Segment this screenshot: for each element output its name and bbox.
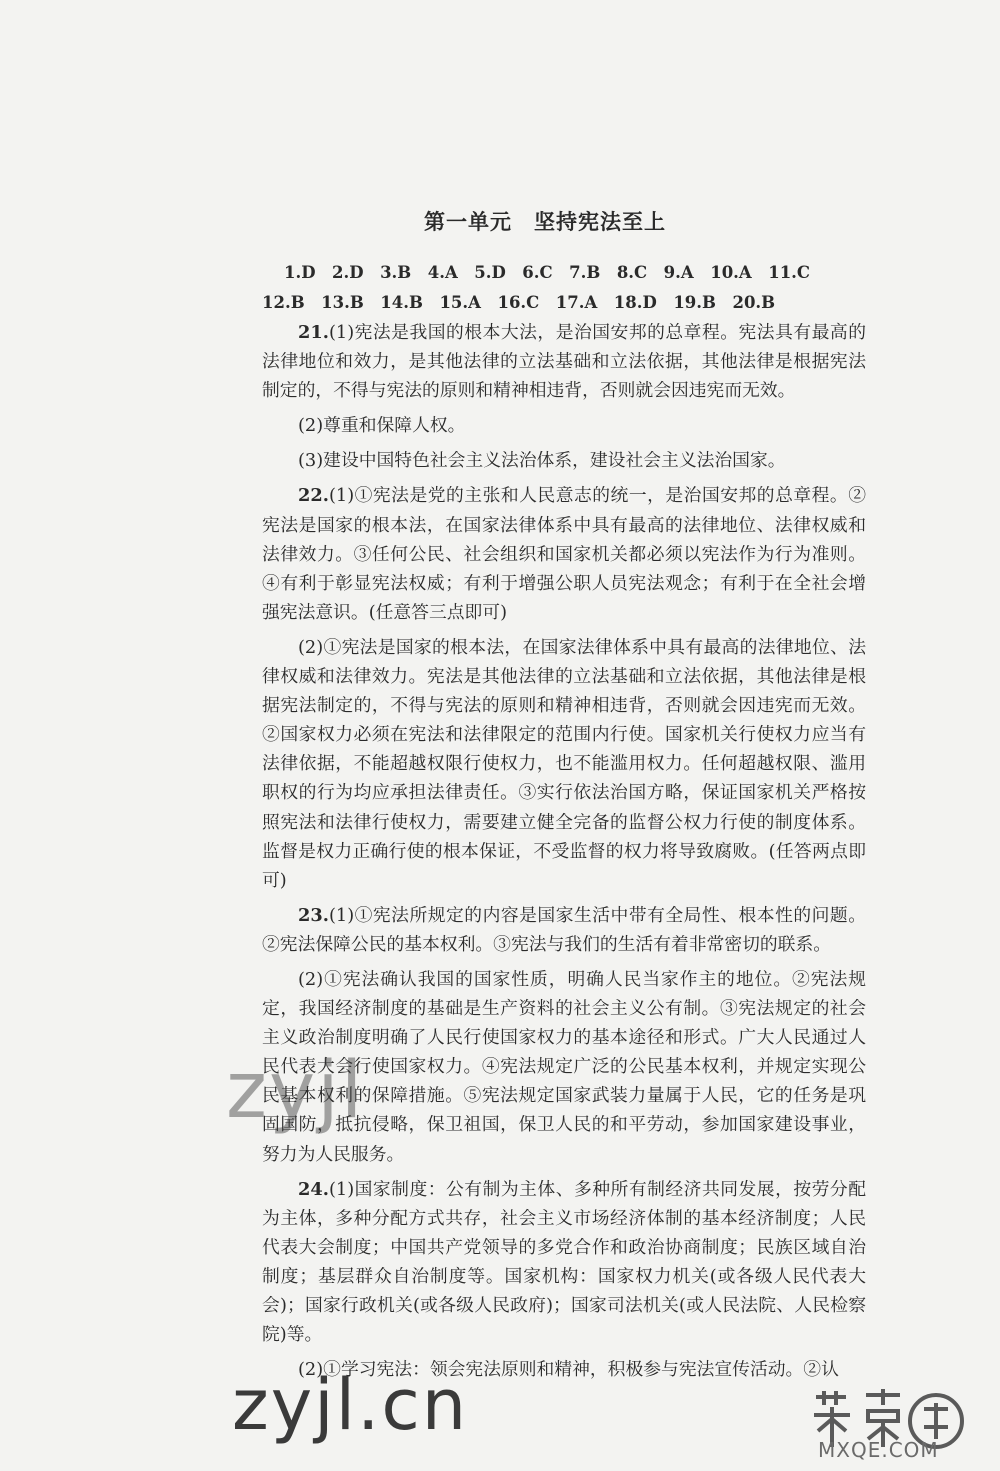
watermark-bottom: zyjl.cn (232, 1364, 469, 1446)
answer-row: 12.B 13.B 14.B 15.A 16.C 17.A 18.D 19.B 20.B (262, 293, 776, 312)
paragraph-text: (2)①宪法确认我国的国家性质，明确人民当家作主的地位。②宪法规定，我国经济制度的基础是生产资料的社会主义公有制。③宪法规定的社会主义政治制度明确了人民行使国家权力的基本途径和形式。广大人民通过人民代表大会行使国家权力。④宪法规定广泛的公民基本权利，并规定实现公民基本权利的保障措施。⑤宪法规定国家武装力量属于人民，它的任务是巩固国防，抵抗侵略，保卫祖国，保卫人民的和平劳动，参加国家建设事业，努力为人民服务。 (262, 968, 866, 1165)
paragraph-text: (1)①宪法是党的主张和人民意志的统一，是治国安邦的总章程。②宪法是国家的根本法，在国家法律体系中具有最高的法律地位、法律权威和法律效力。③任何公民、社会组织和国家机关都必须以宪法作为行为准则。④有利于彰显宪法权威；有利于增强公职人员宪法观念；有利于在全社会增强宪法意识。(任意答三点即可) (262, 485, 866, 623)
paragraph (262, 446, 866, 475)
paragraph-text: (2)尊重和保障人权。 (298, 415, 466, 437)
answer-text-body (262, 318, 866, 1390)
watermark-logo-site: MXQE.COM (818, 1438, 939, 1462)
question-number: 23. (298, 904, 329, 926)
paragraph (262, 1175, 866, 1350)
paragraph-text: (1)宪法是我国的根本大法，是治国安邦的总章程。宪法具有最高的法律地位和效力，是其他法律的立法基础和立法依据，其他法律是根据宪法制定的，不得与宪法的原则和精神相违背，否则就会因违宪而无效。 (262, 322, 866, 402)
paragraph (262, 318, 866, 405)
question-number: 24. (298, 1178, 329, 1200)
paragraph (262, 411, 866, 440)
paragraph-text: (2)①学习宪法：领会宪法原则和精神，积极参与宪法宣传活动。②认 (298, 1359, 839, 1381)
question-number: 21. (298, 322, 329, 343)
paragraph (262, 481, 866, 626)
question-number: 22. (298, 485, 329, 507)
page-title: 第一单元 坚持宪法至上 (424, 210, 666, 234)
paragraph-text: (1)国家制度：公有制为主体、多种所有制经济共同发展，按劳分配为主体，多种分配方式共存，社会主义市场经济体制的基本经济制度；人民代表大会制度；中国共产党领导的多党合作和政治协商制度；民族区域自治制度；基层群众自治制度等。国家机构：国家权力机关(或各级人民代表大会)；国家行政机关(或各级人民政府)；国家司法机关(或人民法院、人民检察院)等。 (262, 1178, 866, 1346)
paragraph (262, 901, 866, 959)
paragraph-text: (1)①宪法所规定的内容是国家生活中带有全局性、根本性的问题。②宪法保障公民的基本权利。③宪法与我们的生活有着非常密切的联系。 (262, 904, 866, 955)
watermark-left: zyjl (226, 1046, 365, 1136)
paragraph (262, 633, 866, 895)
paragraph-text: (3)建设中国特色社会主义法治体系，建设社会主义法治国家。 (298, 450, 786, 472)
paragraph-text: (2)①宪法是国家的根本法，在国家法律体系中具有最高的法律地位、法律权威和法律效力。宪法是其他法律的立法基础和立法依据，其他法律是根据宪法制定的，不得与宪法的原则和精神相违背，否则就会因违宪而无效。②国家权力必须在宪法和法律限定的范围内行使。国家机关行使权力应当有法律依据，不能超越权限行使权力，也不能滥用权力。任何超越权限、滥用职权的行为均应承担法律责任。③实行依法治国方略，保证国家机关严格按照宪法和法律行使权力，需要建立健全完备的监督公权力行使的制度体系。监督是权力正确行使的根本保证，不受监督的权力将导致腐败。(任答两点即可) (262, 636, 866, 891)
answer-row: 1.D 2.D 3.B 4.A 5.D 6.C 7.B 8.C 9.A 10.A 11.C (284, 263, 811, 282)
multiple-choice-answers (262, 258, 874, 318)
